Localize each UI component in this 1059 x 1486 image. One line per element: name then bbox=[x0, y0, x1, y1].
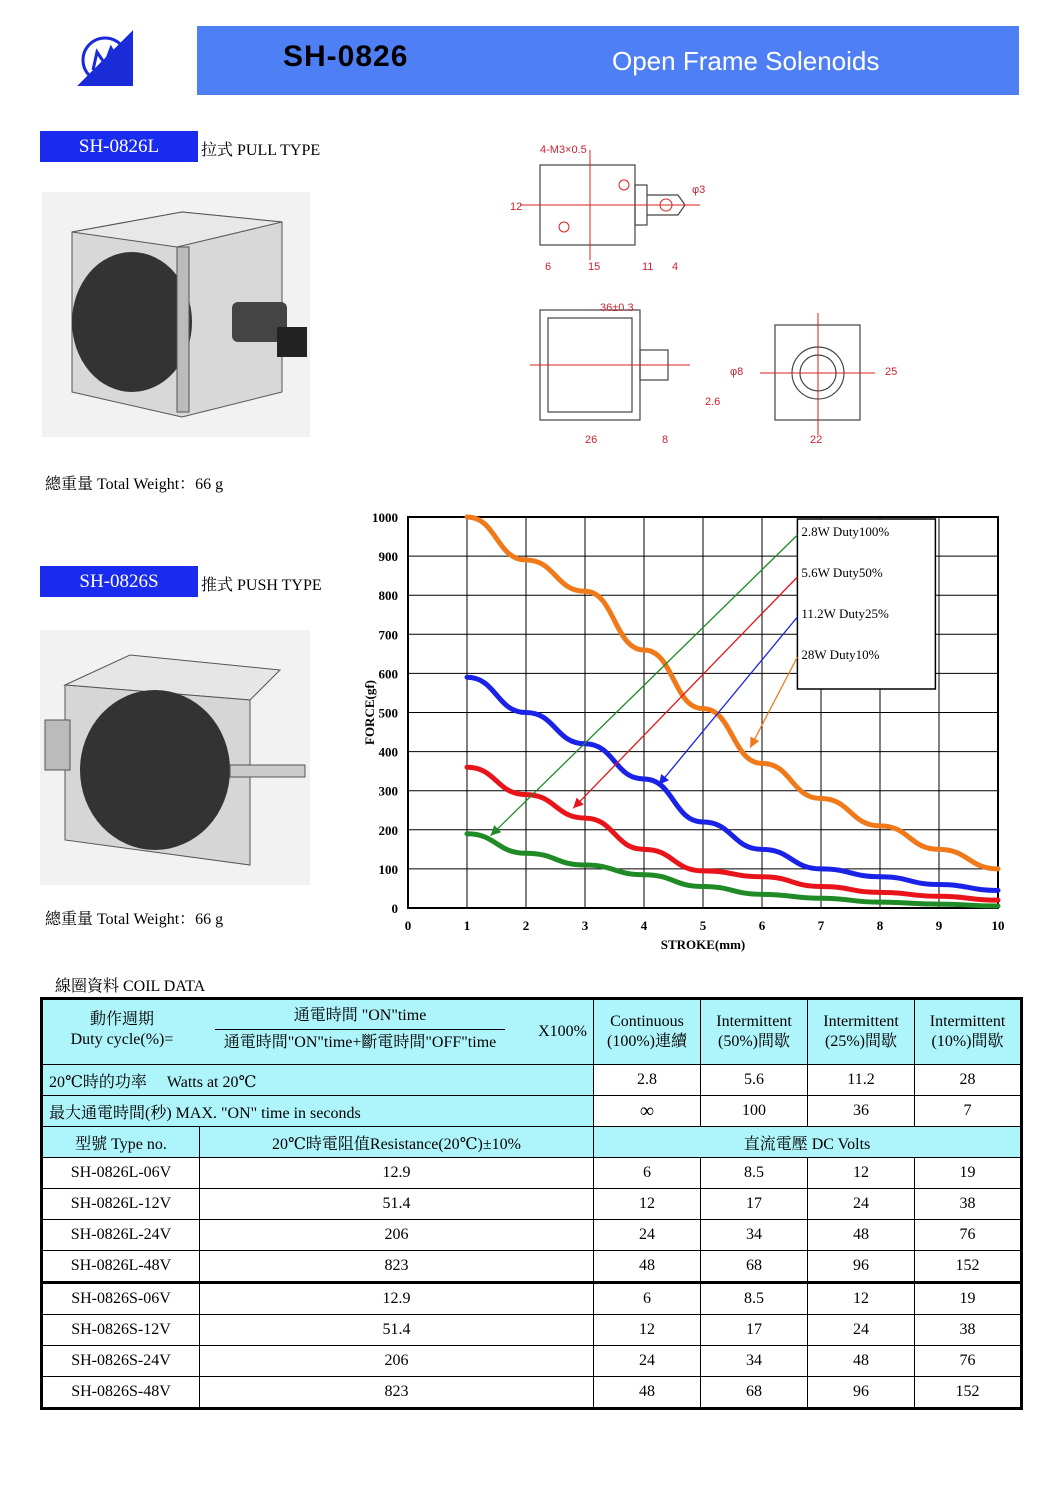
voltage-cell: 12 bbox=[808, 1158, 915, 1189]
voltage-cell: 68 bbox=[701, 1251, 808, 1283]
resistance-cell: 823 bbox=[200, 1251, 594, 1283]
voltage-cell: 24 bbox=[808, 1315, 915, 1346]
company-logo bbox=[75, 28, 135, 88]
model-cell: SH-0826L-06V bbox=[42, 1158, 200, 1189]
watts-value: 5.6 bbox=[701, 1065, 808, 1096]
duty-label-en: Duty cycle(%)= bbox=[70, 1031, 174, 1048]
dim-4: 4 bbox=[672, 261, 679, 273]
dim-hole-dia: φ3 bbox=[692, 184, 706, 196]
x-tick-label: 5 bbox=[699, 918, 707, 933]
y-tick-label: 300 bbox=[378, 783, 398, 799]
formula-numerator: 通電時間 "ON"time bbox=[293, 1007, 427, 1024]
type-no-header: 型號 Type no. bbox=[42, 1127, 200, 1158]
max-on-value: 36 bbox=[808, 1096, 915, 1127]
model-cell: SH-0826S-48V bbox=[42, 1377, 200, 1409]
voltage-cell: 48 bbox=[594, 1377, 701, 1409]
dim-25: 25 bbox=[885, 366, 898, 378]
voltage-cell: 19 bbox=[915, 1158, 1022, 1189]
y-tick-label: 100 bbox=[378, 861, 398, 877]
type-header-row bbox=[42, 1127, 1022, 1158]
x-tick-label: 8 bbox=[876, 918, 884, 933]
watts-value: 28 bbox=[915, 1065, 1022, 1096]
voltage-cell: 68 bbox=[701, 1377, 808, 1409]
legend-entry: 11.2W Duty25% bbox=[801, 606, 889, 621]
legend-pointer bbox=[659, 617, 798, 785]
x-tick-label: 10 bbox=[991, 918, 1005, 933]
y-tick-label: 200 bbox=[378, 822, 398, 838]
dim-holes: 4-M3×0.5 bbox=[540, 144, 587, 156]
coil-data-title: 線圈資料 COIL DATA bbox=[55, 978, 206, 995]
legend-entry: 28W Duty10% bbox=[801, 647, 880, 662]
x-tick-label: 2 bbox=[522, 918, 530, 933]
legend-entry: 2.8W Duty100% bbox=[801, 524, 890, 539]
dim-d8: φ8 bbox=[730, 366, 744, 378]
watts-row bbox=[42, 1065, 1022, 1096]
voltage-cell: 76 bbox=[915, 1220, 1022, 1251]
model-cell: SH-0826L-24V bbox=[42, 1220, 200, 1251]
duty-cycle-row bbox=[42, 999, 1022, 1065]
y-tick-label: 900 bbox=[378, 549, 398, 565]
voltage-cell: 96 bbox=[808, 1377, 915, 1409]
voltage-cell: 24 bbox=[808, 1189, 915, 1220]
pull-weight: 總重量 Total Weight：66 g bbox=[45, 476, 224, 493]
pull-type-label: 拉式 PULL TYPE bbox=[201, 142, 321, 159]
dim-12: 12 bbox=[510, 201, 523, 213]
voltage-cell: 48 bbox=[594, 1251, 701, 1283]
model-cell: SH-0826L-48V bbox=[42, 1251, 200, 1283]
x-tick-label: 1 bbox=[463, 918, 471, 933]
voltage-cell: 48 bbox=[808, 1220, 915, 1251]
watts-label-en: Watts at 20℃ bbox=[166, 1073, 257, 1091]
legend-box bbox=[797, 519, 935, 689]
legend-pointer-arrow bbox=[659, 774, 669, 785]
y-tick-label: 1000 bbox=[372, 510, 398, 525]
table-row bbox=[42, 1251, 1022, 1283]
col-intermittent-50: Intermittent (50%)間歇 bbox=[701, 999, 808, 1065]
y-tick-label: 400 bbox=[378, 744, 398, 760]
max-on-value: ∞ bbox=[594, 1096, 701, 1127]
max-on-value: 100 bbox=[701, 1096, 808, 1127]
x-tick-label: 0 bbox=[404, 918, 412, 933]
voltage-cell: 152 bbox=[915, 1251, 1022, 1283]
push-solenoid-photo bbox=[40, 630, 310, 885]
formula-denominator: 通電時間"ON"time+斷電時間"OFF"time bbox=[215, 1029, 505, 1053]
voltage-cell: 6 bbox=[594, 1283, 701, 1315]
table-row bbox=[42, 1346, 1022, 1377]
voltage-cell: 17 bbox=[701, 1315, 808, 1346]
max-on-label: 最大通電時間(秒) MAX. "ON" time in seconds bbox=[42, 1096, 594, 1127]
x-tick-label: 9 bbox=[935, 918, 943, 933]
max-on-row bbox=[42, 1096, 1022, 1127]
voltage-cell: 24 bbox=[594, 1346, 701, 1377]
push-type-label: 推式 PUSH TYPE bbox=[201, 577, 322, 594]
dimension-drawing bbox=[500, 135, 930, 455]
voltage-cell: 48 bbox=[808, 1346, 915, 1377]
x-tick-label: 7 bbox=[817, 918, 825, 933]
voltage-cell: 34 bbox=[701, 1346, 808, 1377]
resistance-cell: 12.9 bbox=[200, 1158, 594, 1189]
voltage-cell: 12 bbox=[594, 1189, 701, 1220]
voltage-cell: 34 bbox=[701, 1220, 808, 1251]
y-tick-label: 800 bbox=[378, 588, 398, 604]
x-tick-label: 3 bbox=[581, 918, 589, 933]
dc-volts-header: 直流電壓 DC Volts bbox=[594, 1127, 1022, 1158]
y-tick-label: 500 bbox=[378, 705, 398, 721]
table-row bbox=[42, 1220, 1022, 1251]
watts-value: 2.8 bbox=[594, 1065, 701, 1096]
y-tick-label: 700 bbox=[378, 627, 398, 643]
dim-26: 26 bbox=[585, 434, 598, 446]
x-tick-label: 6 bbox=[758, 918, 766, 933]
voltage-cell: 19 bbox=[915, 1283, 1022, 1315]
table-row bbox=[42, 1158, 1022, 1189]
voltage-cell: 96 bbox=[808, 1251, 915, 1283]
pull-solenoid-photo bbox=[42, 192, 310, 437]
legend-pointer bbox=[573, 577, 797, 808]
resistance-cell: 206 bbox=[200, 1220, 594, 1251]
product-title: Open Frame Solenoids bbox=[612, 46, 880, 76]
dim-22: 22 bbox=[810, 434, 823, 446]
resistance-cell: 51.4 bbox=[200, 1315, 594, 1346]
watts-label bbox=[42, 1065, 594, 1096]
push-weight: 總重量 Total Weight：66 g bbox=[45, 911, 224, 928]
formula-x100: X100% bbox=[538, 1023, 587, 1040]
dim-8: 8 bbox=[662, 434, 669, 446]
voltage-cell: 17 bbox=[701, 1189, 808, 1220]
watts-label-cn: 20℃時的功率 bbox=[49, 1073, 147, 1091]
dim-11: 11 bbox=[642, 261, 654, 273]
model-cell: SH-0826S-24V bbox=[42, 1346, 200, 1377]
voltage-cell: 12 bbox=[808, 1283, 915, 1315]
voltage-cell: 38 bbox=[915, 1315, 1022, 1346]
table-row bbox=[42, 1189, 1022, 1220]
duty-cycle-formula bbox=[42, 999, 594, 1065]
y-axis-label: FORCE(gf) bbox=[362, 680, 377, 745]
resistance-header: 20℃時電阻值Resistance(20℃)±10% bbox=[200, 1127, 594, 1158]
voltage-cell: 24 bbox=[594, 1220, 701, 1251]
resistance-cell: 51.4 bbox=[200, 1189, 594, 1220]
resistance-cell: 823 bbox=[200, 1377, 594, 1409]
voltage-cell: 8.5 bbox=[701, 1283, 808, 1315]
watts-value: 11.2 bbox=[808, 1065, 915, 1096]
resistance-cell: 206 bbox=[200, 1346, 594, 1377]
col-continuous: Continuous (100%)連續 bbox=[594, 999, 701, 1065]
col-intermittent-10: Intermittent (10%)間歇 bbox=[915, 999, 1022, 1065]
model-cell: SH-0826S-06V bbox=[42, 1283, 200, 1315]
page-title: SH-0826 bbox=[283, 40, 409, 73]
legend-pointer bbox=[750, 657, 797, 748]
dim-2-6: 2.6 bbox=[705, 396, 721, 408]
table-row bbox=[42, 1283, 1022, 1315]
voltage-cell: 38 bbox=[915, 1189, 1022, 1220]
push-model-tag: SH-0826S bbox=[40, 566, 198, 597]
y-tick-label: 600 bbox=[378, 666, 398, 682]
voltage-cell: 76 bbox=[915, 1346, 1022, 1377]
x-axis-label: STROKE(mm) bbox=[660, 937, 746, 952]
force-stroke-chart bbox=[360, 505, 1040, 965]
voltage-cell: 12 bbox=[594, 1315, 701, 1346]
model-cell: SH-0826L-12V bbox=[42, 1189, 200, 1220]
coil-data-table bbox=[40, 997, 1023, 1410]
dim-15: 15 bbox=[588, 261, 601, 273]
pull-model-tag: SH-0826L bbox=[40, 131, 198, 162]
col-intermittent-25: Intermittent (25%)間歇 bbox=[808, 999, 915, 1065]
x-tick-label: 4 bbox=[640, 918, 648, 933]
dim-36: 36±0.3 bbox=[600, 302, 634, 314]
resistance-cell: 12.9 bbox=[200, 1283, 594, 1315]
dim-6: 6 bbox=[545, 261, 552, 273]
table-row bbox=[42, 1377, 1022, 1409]
legend-entry: 5.6W Duty50% bbox=[801, 565, 883, 580]
model-cell: SH-0826S-12V bbox=[42, 1315, 200, 1346]
duty-label-cn: 動作週期 bbox=[89, 1011, 154, 1028]
max-on-value: 7 bbox=[915, 1096, 1022, 1127]
table-row bbox=[42, 1315, 1022, 1346]
voltage-cell: 152 bbox=[915, 1377, 1022, 1409]
voltage-cell: 6 bbox=[594, 1158, 701, 1189]
y-tick-label: 0 bbox=[391, 901, 398, 916]
voltage-cell: 8.5 bbox=[701, 1158, 808, 1189]
